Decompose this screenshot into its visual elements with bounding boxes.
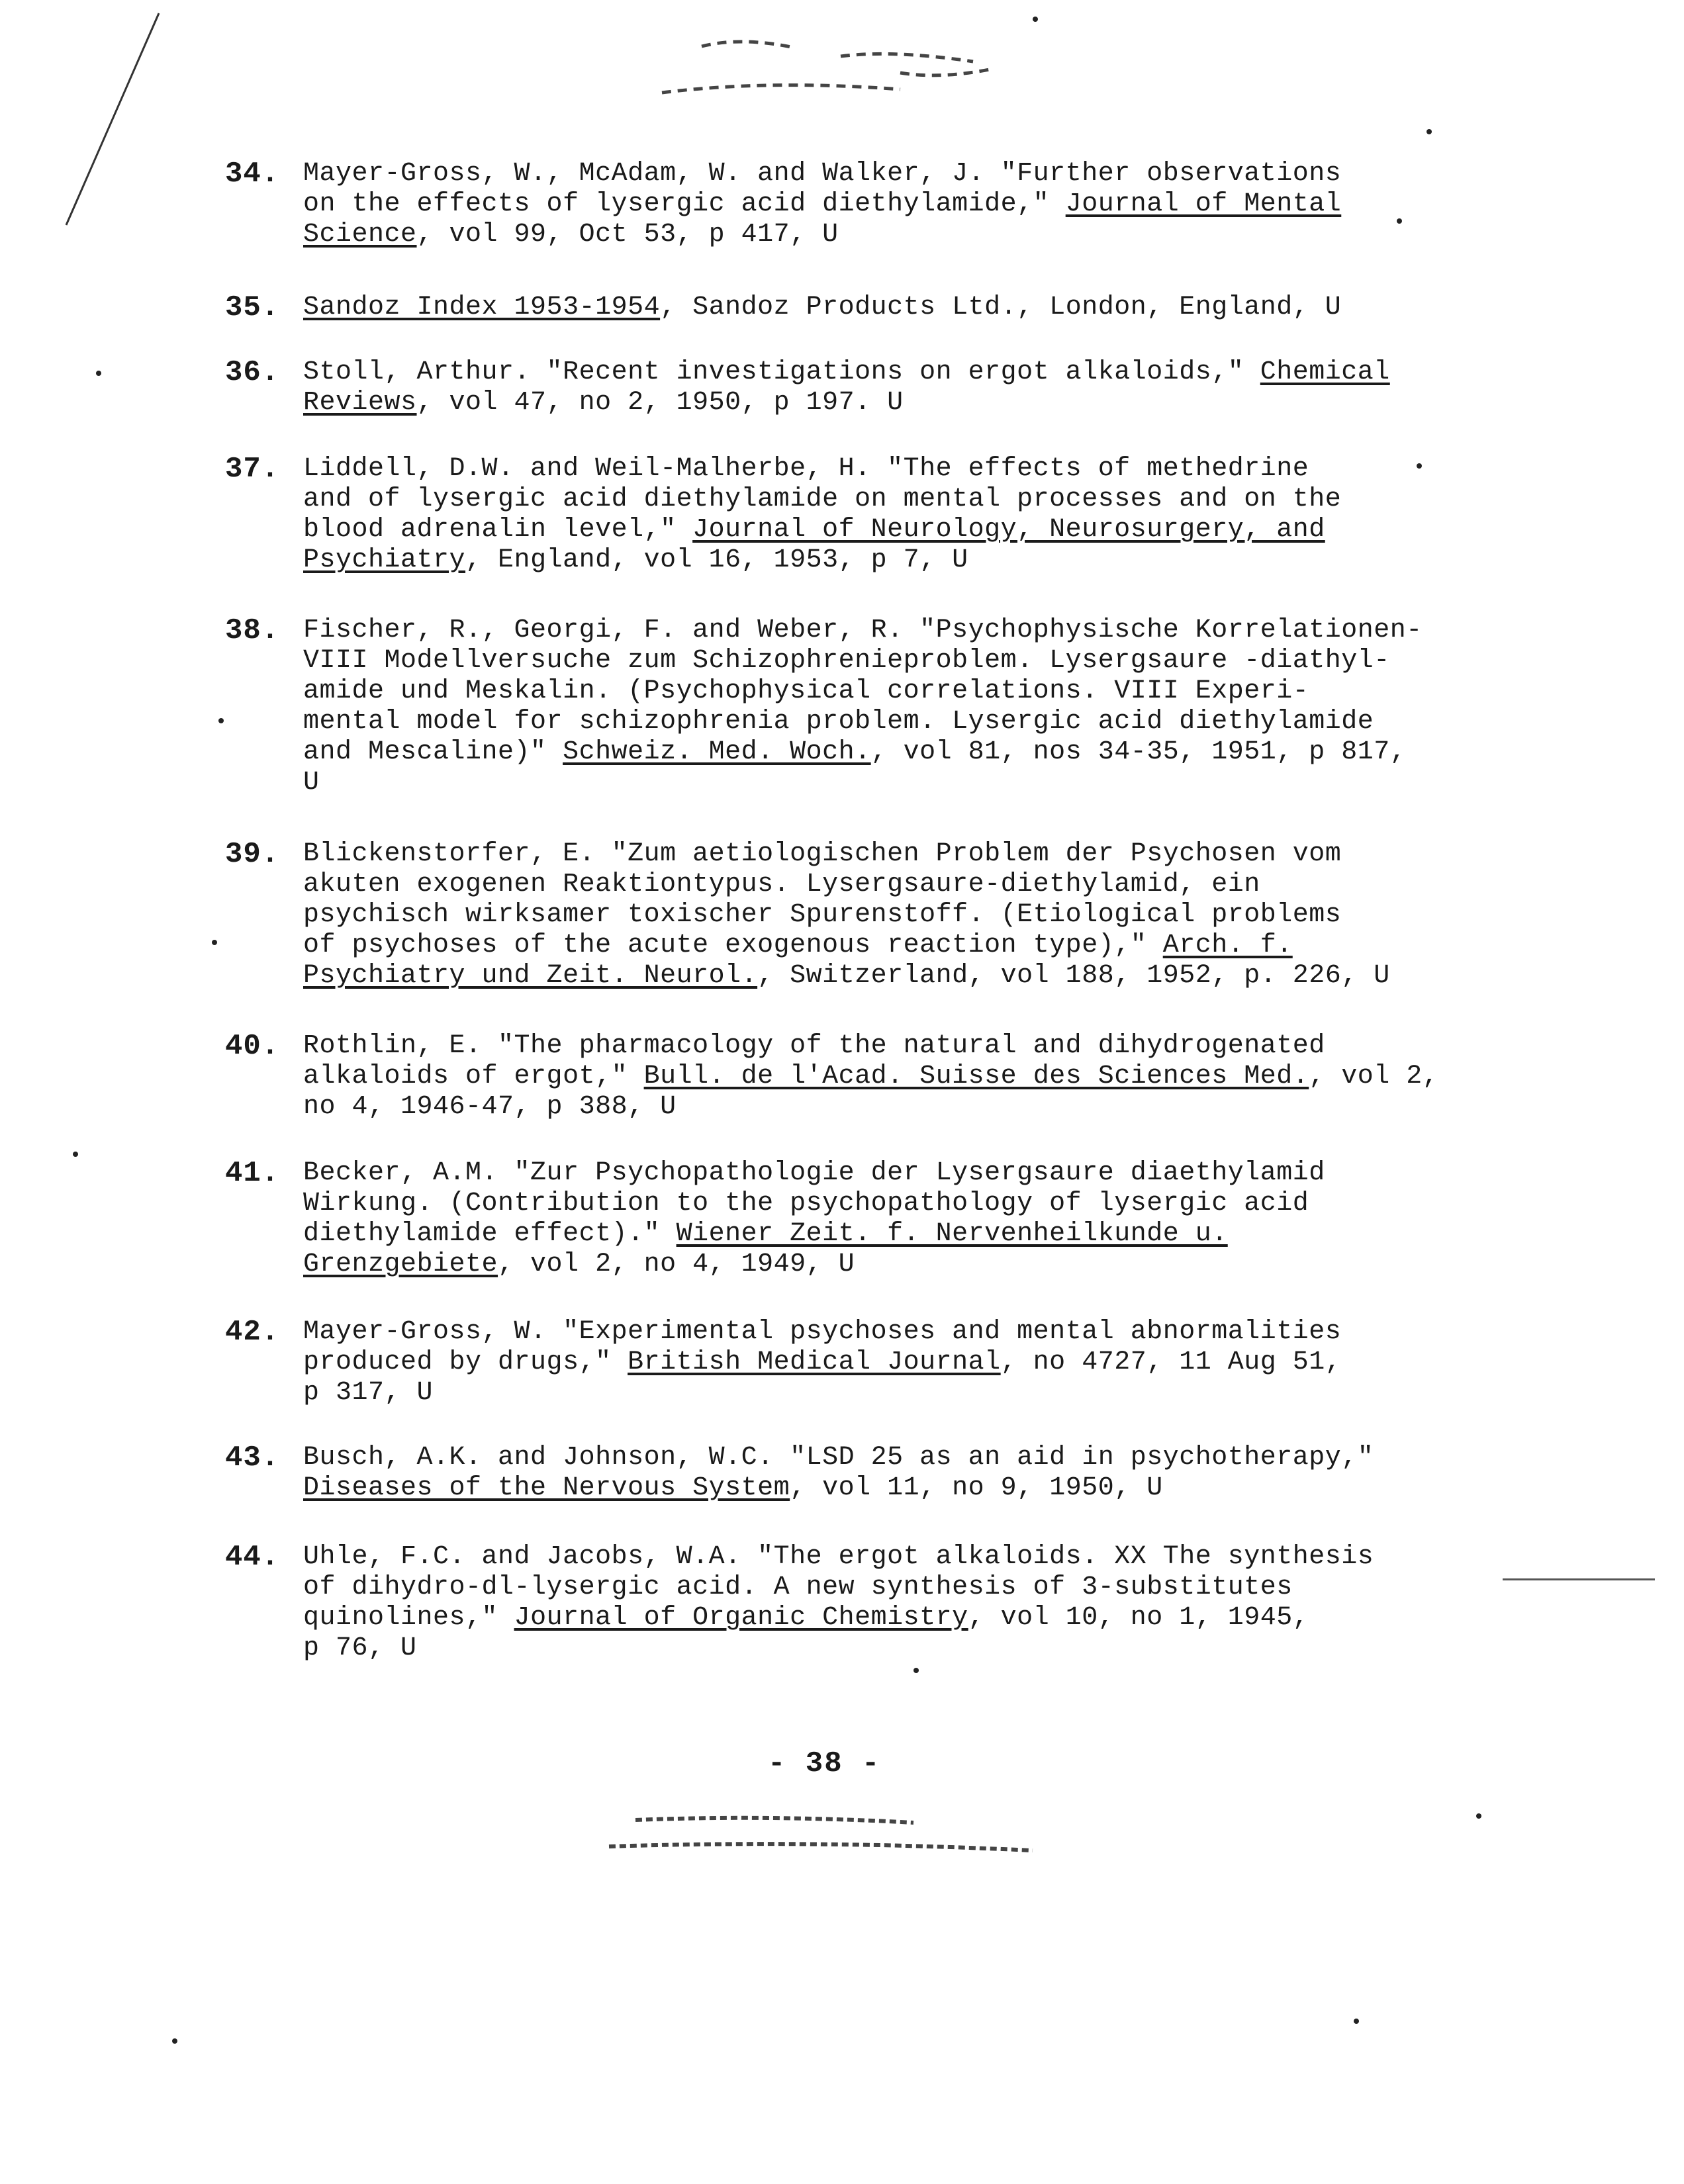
- reference-title: Arch. f. Psychiatry und Zeit. Neurol.: [303, 931, 1293, 991]
- reference-segment: Mayer-Gross, W. "Experimental psychoses and mental abnormalities produced by drugs,": [303, 1317, 1342, 1377]
- reference-number: 39.: [225, 838, 280, 871]
- reference-title: Diseases of the Nervous System: [303, 1473, 790, 1503]
- reference-segment: , England, vol 16, 1953, p 7, U: [465, 545, 968, 575]
- reference-segment: , vol 2, no 4, 1946-47, p 388, U: [303, 1062, 1439, 1122]
- reference-title: Chemical Reviews: [303, 357, 1390, 418]
- reference-text: [303, 1158, 1495, 1280]
- reference-text: [303, 1031, 1495, 1122]
- reference-text: [303, 615, 1495, 798]
- reference-title: Wiener Zeit. f. Nervenheilkunde u. Grenzgebiete: [303, 1219, 1228, 1279]
- reference-text: [303, 1443, 1495, 1504]
- speck: [212, 940, 217, 945]
- margin-rule: [1503, 1578, 1655, 1580]
- reference-title: Journal of Neurology, Neurosurgery, and Psychiatry: [303, 515, 1325, 575]
- reference-text: [303, 357, 1495, 418]
- speck: [96, 371, 101, 376]
- reference-title: Schweiz. Med. Woch.: [563, 737, 871, 767]
- reference-number: 38.: [225, 614, 280, 647]
- speck: [1476, 1813, 1481, 1819]
- reference-segment: Blickenstorfer, E. "Zum aetiologischen Problem der Psychosen vom akuten exogenen Reaktiontypus. Lysergsaure-diethylamid, ein psychisch wirksamer toxischer Spurenstoff. (Etiological problems of psychoses of the acute exogenous reaction type),": [303, 839, 1342, 960]
- reference-segment: Becker, A.M. "Zur Psychopathologie der Lysergsaure diaethylamid Wirkung. (Contribution to the psychopathology of lysergic acid diethylamide effect).": [303, 1158, 1325, 1249]
- reference-title: Sandoz Index 1953-1954: [303, 293, 661, 322]
- reference-segment: Mayer-Gross, W., McAdam, W. and Walker, J. "Further observations on the effects of lysergic acid diethylamide,": [303, 159, 1342, 219]
- reference-number: 37.: [225, 453, 280, 486]
- reference-text: [303, 454, 1495, 576]
- speck: [1033, 17, 1038, 22]
- reference-number: 44.: [225, 1541, 280, 1574]
- page-number: - 38 -: [768, 1747, 881, 1780]
- reference-segment: , vol 99, Oct 53, p 417, U: [416, 220, 839, 250]
- reference-text: [303, 839, 1495, 991]
- reference-number: 35.: [225, 291, 280, 324]
- reference-segment: , Switzerland, vol 188, 1952, p. 226, U: [757, 961, 1390, 991]
- speck: [913, 1668, 919, 1673]
- reference-segment: , Sandoz Products Ltd., London, England, U: [660, 293, 1342, 322]
- reference-title: Journal of Mental Science: [303, 189, 1342, 250]
- reference-segment: Liddell, D.W. and Weil-Malherbe, H. "The effects of methedrine and of lysergic acid diethylamide on mental processes and on the blood adrenalin level,": [303, 454, 1342, 545]
- reference-text: [303, 1542, 1495, 1664]
- reference-number: 34.: [225, 158, 280, 191]
- reference-title: Journal of Organic Chemistry: [514, 1603, 968, 1633]
- scan-smudge-top: [622, 20, 1033, 106]
- speck: [1427, 129, 1432, 134]
- speck: [73, 1152, 78, 1157]
- speck: [1354, 2019, 1359, 2024]
- speck: [172, 2038, 177, 2044]
- reference-segment: Busch, A.K. and Johnson, W.C. "LSD 25 as an aid in psychotherapy,": [303, 1443, 1374, 1473]
- reference-segment: Fischer, R., Georgi, F. and Weber, R. "Psychophysische Korrelationen- VIII Modellversuche zum Schizophrenieproblem. Lysergsaure -diathyl- amide und Meskalin. (Psychophysical correlations. VIII Experi- mental model for schizophrenia problem. Lysergic acid diethylamide and Mescaline)": [303, 615, 1423, 767]
- reference-number: 40.: [225, 1030, 280, 1063]
- reference-number: 41.: [225, 1157, 280, 1190]
- reference-segment: Rothlin, E. "The pharmacology of the natural and dihydrogenated alkaloids of ergot,": [303, 1031, 1325, 1091]
- reference-segment: Uhle, F.C. and Jacobs, W.A. "The ergot alkaloids. XX The synthesis of dihydro-dl-lysergic acid. A new synthesis of 3-substitutes quinolines,": [303, 1542, 1374, 1633]
- reference-number: 36.: [225, 356, 280, 389]
- scan-smudge-bottom: [596, 1807, 1059, 1866]
- reference-number: 43.: [225, 1441, 280, 1475]
- reference-segment: , no 4727, 11 Aug 51, p 317, U: [303, 1347, 1342, 1408]
- reference-text: [303, 1317, 1495, 1408]
- reference-text: [303, 159, 1495, 250]
- reference-segment: Stoll, Arthur. "Recent investigations on ergot alkaloids,": [303, 357, 1260, 387]
- reference-segment: , vol 11, no 9, 1950, U: [790, 1473, 1163, 1503]
- reference-title: British Medical Journal: [628, 1347, 1001, 1377]
- reference-segment: , vol 47, no 2, 1950, p 197. U: [416, 388, 904, 418]
- reference-segment: , vol 2, no 4, 1949, U: [498, 1250, 855, 1279]
- reference-title: Bull. de l'Acad. Suisse des Sciences Med.: [643, 1062, 1309, 1091]
- reference-number: 42.: [225, 1316, 280, 1349]
- reference-text: [303, 293, 1495, 323]
- reference-segment: , vol 10, no 1, 1945, p 76, U: [303, 1603, 1309, 1663]
- reference-segment: , vol 81, nos 34-35, 1951, p 817, U: [303, 737, 1407, 797]
- speck: [218, 718, 224, 723]
- scan-edge-mark: [26, 7, 172, 232]
